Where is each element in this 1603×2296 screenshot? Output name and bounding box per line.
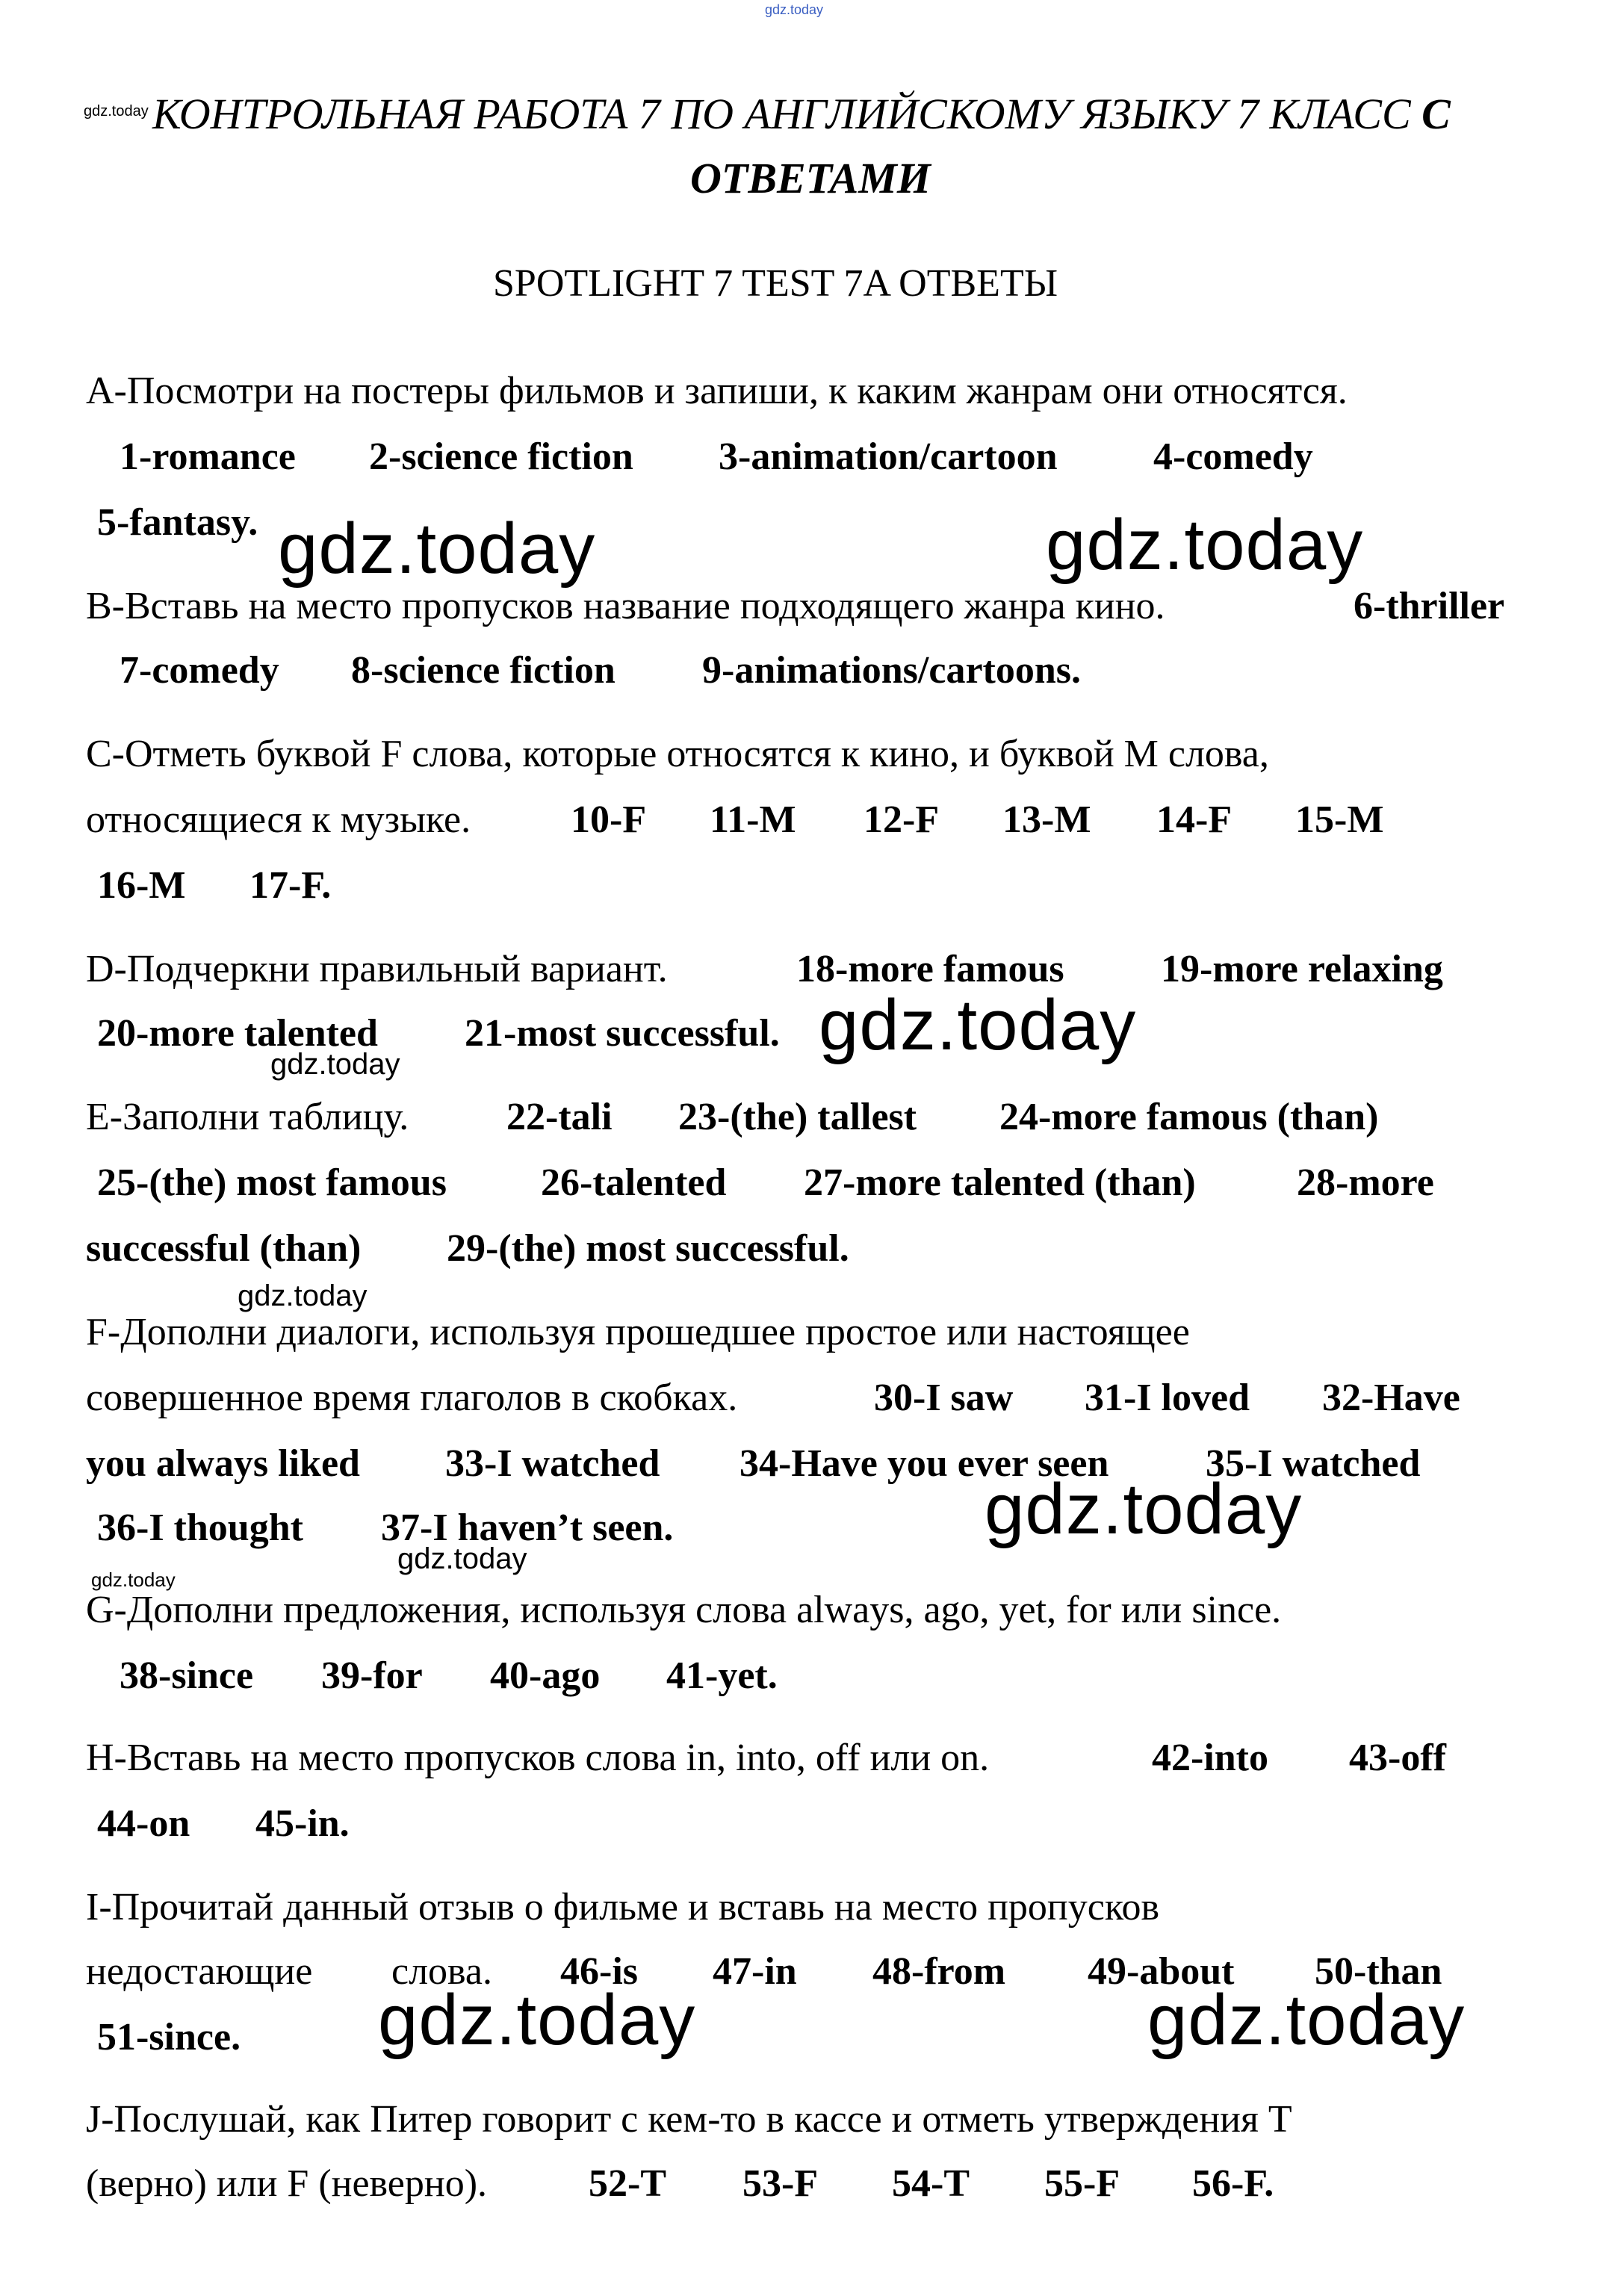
answer-i-49: 49-about (1088, 1950, 1235, 1993)
watermark-large-1: gdz.today (278, 509, 596, 589)
answer-a-3: 3-animation/cartoon (719, 435, 1058, 478)
watermark-mid-3: gdz.today (397, 1542, 527, 1575)
answer-b-9: 9-animations/cartoons. (702, 649, 1081, 692)
answer-g-40: 40-ago (490, 1654, 601, 1697)
answer-a-5: 5-fantasy. (97, 501, 258, 544)
section-b-task: B-Вставь на место пропусков название подходящего жанра кино. (86, 585, 1165, 627)
answer-b-7: 7-comedy (120, 649, 279, 692)
watermark-large-4: gdz.today (985, 1469, 1303, 1549)
subtitle: SPOTLIGHT 7 TEST 7A ОТВЕТЫ (493, 262, 1058, 305)
title-line2: ОТВЕТАМИ (690, 154, 931, 202)
watermark-large-3: gdz.today (819, 985, 1137, 1065)
answer-f-34: 34-Have you ever seen (740, 1442, 1109, 1485)
answer-e-28-cont: successful (than) (86, 1227, 362, 1270)
watermark-top: gdz.today (765, 2, 824, 17)
answer-f-35: 35-I watched (1206, 1442, 1421, 1485)
answer-d-20: 20-more talented (97, 1012, 378, 1055)
answer-c-12: 12-F (863, 798, 940, 841)
section-c-task-line1: C-Отметь буквой F слова, которые относятся к кино, и буквой M слова, (86, 733, 1269, 775)
answer-i-48: 48-from (872, 1950, 1006, 1993)
answer-f-31: 31-I loved (1085, 1377, 1250, 1419)
answer-a-1: 1-romance (120, 435, 296, 478)
answer-j-52: 52-T (589, 2162, 666, 2205)
section-g-task: G-Дополни предложения, используя слова always, ago, yet, for или since. (86, 1589, 1282, 1631)
answer-e-28: 28-more (1297, 1161, 1434, 1204)
answer-b-8: 8-science fiction (351, 649, 616, 692)
answer-j-56: 56-F. (1192, 2162, 1274, 2205)
answer-i-51: 51-since. (97, 2016, 241, 2058)
title-line1: КОНТРОЛЬНАЯ РАБОТА 7 ПО АНГЛИЙСКОМУ ЯЗЫКУ 7 КЛАСС (152, 90, 1411, 138)
answer-c-16: 16-M (97, 864, 186, 907)
answer-j-55: 55-F (1044, 2162, 1120, 2205)
watermark-mid-2: gdz.today (238, 1279, 368, 1312)
answer-h-45: 45-in. (255, 1802, 350, 1845)
section-i-task-line1: I-Прочитай данный отзыв о фильме и вставь на место пропусков (86, 1886, 1160, 1929)
section-a-task: A-Посмотри на постеры фильмов и запиши, к каким жанрам они относятся. (86, 370, 1348, 412)
section-i-task-line2a: недостающие (86, 1950, 313, 1993)
answer-g-41: 41-yet. (666, 1654, 778, 1697)
answer-f-37: 37-I haven’t seen. (381, 1507, 674, 1549)
answer-c-14: 14-F (1156, 798, 1233, 841)
section-d-task: D-Подчеркни правильный вариант. (86, 948, 668, 990)
watermark-large-6: gdz.today (1147, 1980, 1466, 2060)
section-i-task-line2b: слова. (391, 1950, 492, 1993)
section-h-task: H-Вставь на место пропусков слова in, into, off или on. (86, 1737, 990, 1779)
answer-h-43: 43-off (1349, 1737, 1446, 1779)
answer-a-2: 2-science fiction (369, 435, 633, 478)
answer-e-27: 27-more talented (than) (804, 1161, 1196, 1204)
answer-j-54: 54-T (892, 2162, 970, 2205)
answer-g-38: 38-since (120, 1654, 254, 1697)
answer-f-36: 36-I thought (97, 1507, 303, 1549)
answer-c-15: 15-M (1295, 798, 1384, 841)
section-c-task-line2: относящиеся к музыке. (86, 798, 471, 841)
answer-h-44: 44-on (97, 1802, 190, 1845)
answer-f-32: 32-Have (1322, 1377, 1460, 1419)
watermark-mid-1: gdz.today (270, 1048, 400, 1081)
answer-e-26: 26-talented (541, 1161, 727, 1204)
answer-c-17: 17-F. (249, 864, 332, 907)
answer-c-13: 13-M (1002, 798, 1091, 841)
watermark-large-2: gdz.today (1046, 505, 1364, 585)
section-j-task-line1: J-Послушай, как Питер говорит с кем-то в кассе и отметь утверждения T (86, 2098, 1292, 2141)
title-line1-bold: С (1421, 90, 1451, 138)
answer-e-22: 22-tali (506, 1096, 613, 1138)
watermark-small-1: gdz.today (91, 1569, 176, 1591)
answer-c-11: 11-M (710, 798, 796, 841)
section-f-task-line1: F-Дополни диалоги, используя прошедшее простое или настоящее (86, 1311, 1190, 1353)
answer-i-46: 46-is (560, 1950, 638, 1993)
section-f-task-line2: совершенное время глаголов в скобках. (86, 1377, 738, 1419)
answer-d-18: 18-more famous (796, 948, 1064, 990)
answer-f-30: 30-I saw (874, 1377, 1014, 1419)
section-j-task-line2: (верно) или F (неверно). (86, 2162, 488, 2205)
section-e-task: E-Заполни таблицу. (86, 1096, 409, 1138)
answer-f-32-cont: you always liked (86, 1442, 360, 1485)
answer-g-39: 39-for (321, 1654, 423, 1697)
answer-e-24: 24-more famous (than) (999, 1096, 1379, 1138)
answer-e-29: 29-(the) most successful. (447, 1227, 849, 1270)
watermark-title: gdz.today (84, 103, 149, 120)
answer-i-47: 47-in (713, 1950, 797, 1993)
answer-f-33: 33-I watched (445, 1442, 660, 1485)
answer-c-10: 10-F (571, 798, 647, 841)
answer-a-4: 4-comedy (1153, 435, 1313, 478)
answer-d-19: 19-more relaxing (1161, 948, 1443, 990)
document-title (152, 88, 1451, 140)
answer-i-50: 50-than (1315, 1950, 1442, 1993)
answer-j-53: 53-F (742, 2162, 819, 2205)
watermark-large-5: gdz.today (378, 1980, 696, 2060)
answer-e-25: 25-(the) most famous (97, 1161, 447, 1204)
answer-b-6: 6-thriller (1354, 585, 1505, 627)
answer-e-23: 23-(the) tallest (678, 1096, 917, 1138)
answer-d-21: 21-most successful. (465, 1012, 780, 1055)
answer-h-42: 42-into (1152, 1737, 1268, 1779)
